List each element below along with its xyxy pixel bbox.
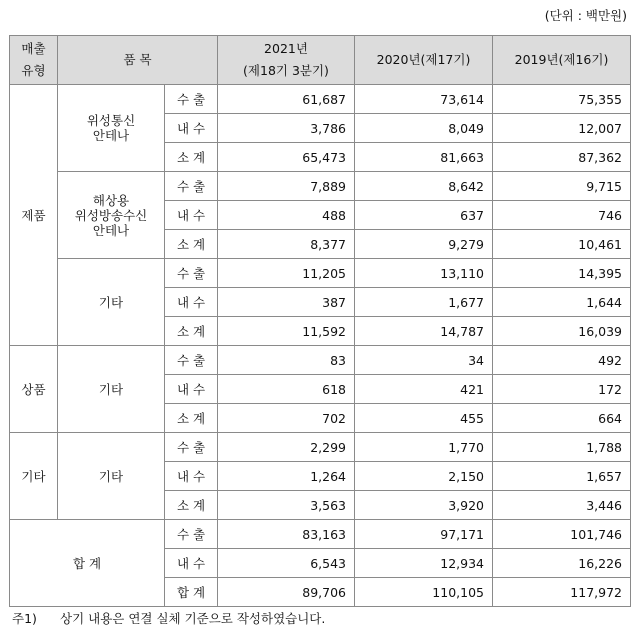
kind-subtotal: 소 계	[165, 230, 218, 259]
group-product: 제품	[10, 85, 58, 346]
value-cell: 1,264	[218, 462, 355, 491]
table-row	[10, 172, 631, 201]
value-cell: 2,299	[218, 433, 355, 462]
value-cell: 12,007	[493, 114, 631, 143]
value-cell: 637	[355, 201, 493, 230]
footnote-label: 주1)	[12, 611, 37, 626]
value-cell: 387	[218, 288, 355, 317]
value-cell: 488	[218, 201, 355, 230]
kind-export: 수 출	[165, 346, 218, 375]
kind-domestic: 내 수	[165, 114, 218, 143]
value-cell: 14,395	[493, 259, 631, 288]
value-cell: 87,362	[493, 143, 631, 172]
value-cell: 101,746	[493, 520, 631, 549]
item-sat-antenna: 위성통신 안테나	[58, 85, 165, 172]
value-cell: 73,614	[355, 85, 493, 114]
sales-table	[9, 35, 631, 607]
value-cell: 16,226	[493, 549, 631, 578]
value-cell: 89,706	[218, 578, 355, 607]
item-etc: 기타	[58, 346, 165, 433]
value-cell: 1,770	[355, 433, 493, 462]
kind-total: 합 계	[165, 578, 218, 607]
value-cell: 9,279	[355, 230, 493, 259]
value-cell: 75,355	[493, 85, 631, 114]
value-cell: 65,473	[218, 143, 355, 172]
value-cell: 1,788	[493, 433, 631, 462]
value-cell: 746	[493, 201, 631, 230]
kind-domestic: 내 수	[165, 375, 218, 404]
kind-export: 수 출	[165, 259, 218, 288]
value-cell: 1,677	[355, 288, 493, 317]
table-row	[10, 85, 631, 114]
value-cell: 13,110	[355, 259, 493, 288]
value-cell: 11,205	[218, 259, 355, 288]
value-cell: 81,663	[355, 143, 493, 172]
value-cell: 117,972	[493, 578, 631, 607]
header-2019: 2019년(제16기)	[493, 36, 631, 85]
value-cell: 97,171	[355, 520, 493, 549]
kind-subtotal: 소 계	[165, 143, 218, 172]
value-cell: 455	[355, 404, 493, 433]
value-cell: 7,889	[218, 172, 355, 201]
value-cell: 492	[493, 346, 631, 375]
value-cell: 702	[218, 404, 355, 433]
footnote-text: 상기 내용은 연결 실체 기준으로 작성하였습니다.	[60, 611, 326, 626]
header-row	[10, 36, 631, 85]
value-cell: 1,644	[493, 288, 631, 317]
value-cell: 3,786	[218, 114, 355, 143]
value-cell: 110,105	[355, 578, 493, 607]
value-cell: 8,377	[218, 230, 355, 259]
kind-domestic: 내 수	[165, 549, 218, 578]
kind-domestic: 내 수	[165, 288, 218, 317]
value-cell: 12,934	[355, 549, 493, 578]
value-cell: 664	[493, 404, 631, 433]
value-cell: 3,563	[218, 491, 355, 520]
table-row	[10, 520, 631, 549]
kind-domestic: 내 수	[165, 462, 218, 491]
value-cell: 8,642	[355, 172, 493, 201]
value-cell: 16,039	[493, 317, 631, 346]
footnote	[12, 609, 325, 627]
item-etc: 기타	[58, 259, 165, 346]
table-row	[10, 433, 631, 462]
header-item: 품 목	[58, 36, 218, 85]
group-goods: 상품	[10, 346, 58, 433]
value-cell: 34	[355, 346, 493, 375]
value-cell: 61,687	[218, 85, 355, 114]
header-2020: 2020년(제17기)	[355, 36, 493, 85]
value-cell: 83,163	[218, 520, 355, 549]
value-cell: 421	[355, 375, 493, 404]
kind-domestic: 내 수	[165, 201, 218, 230]
kind-subtotal: 소 계	[165, 404, 218, 433]
value-cell: 3,920	[355, 491, 493, 520]
value-cell: 172	[493, 375, 631, 404]
value-cell: 14,787	[355, 317, 493, 346]
value-cell: 11,592	[218, 317, 355, 346]
kind-export: 수 출	[165, 85, 218, 114]
item-marine-antenna: 해상용 위성방송수신 안테나	[58, 172, 165, 259]
group-total: 합 계	[10, 520, 165, 607]
kind-subtotal: 소 계	[165, 491, 218, 520]
item-etc: 기타	[58, 433, 165, 520]
table-row	[10, 346, 631, 375]
table-row	[10, 259, 631, 288]
value-cell: 10,461	[493, 230, 631, 259]
header-2021: 2021년 (제18기 3분기)	[218, 36, 355, 85]
kind-export: 수 출	[165, 433, 218, 462]
value-cell: 9,715	[493, 172, 631, 201]
unit-label: (단위 : 백만원)	[544, 8, 627, 23]
kind-export: 수 출	[165, 172, 218, 201]
value-cell: 618	[218, 375, 355, 404]
value-cell: 2,150	[355, 462, 493, 491]
value-cell: 8,049	[355, 114, 493, 143]
value-cell: 1,657	[493, 462, 631, 491]
value-cell: 6,543	[218, 549, 355, 578]
group-other: 기타	[10, 433, 58, 520]
kind-export: 수 출	[165, 520, 218, 549]
kind-subtotal: 소 계	[165, 317, 218, 346]
value-cell: 3,446	[493, 491, 631, 520]
header-sales-type: 매출 유형	[10, 36, 58, 85]
value-cell: 83	[218, 346, 355, 375]
